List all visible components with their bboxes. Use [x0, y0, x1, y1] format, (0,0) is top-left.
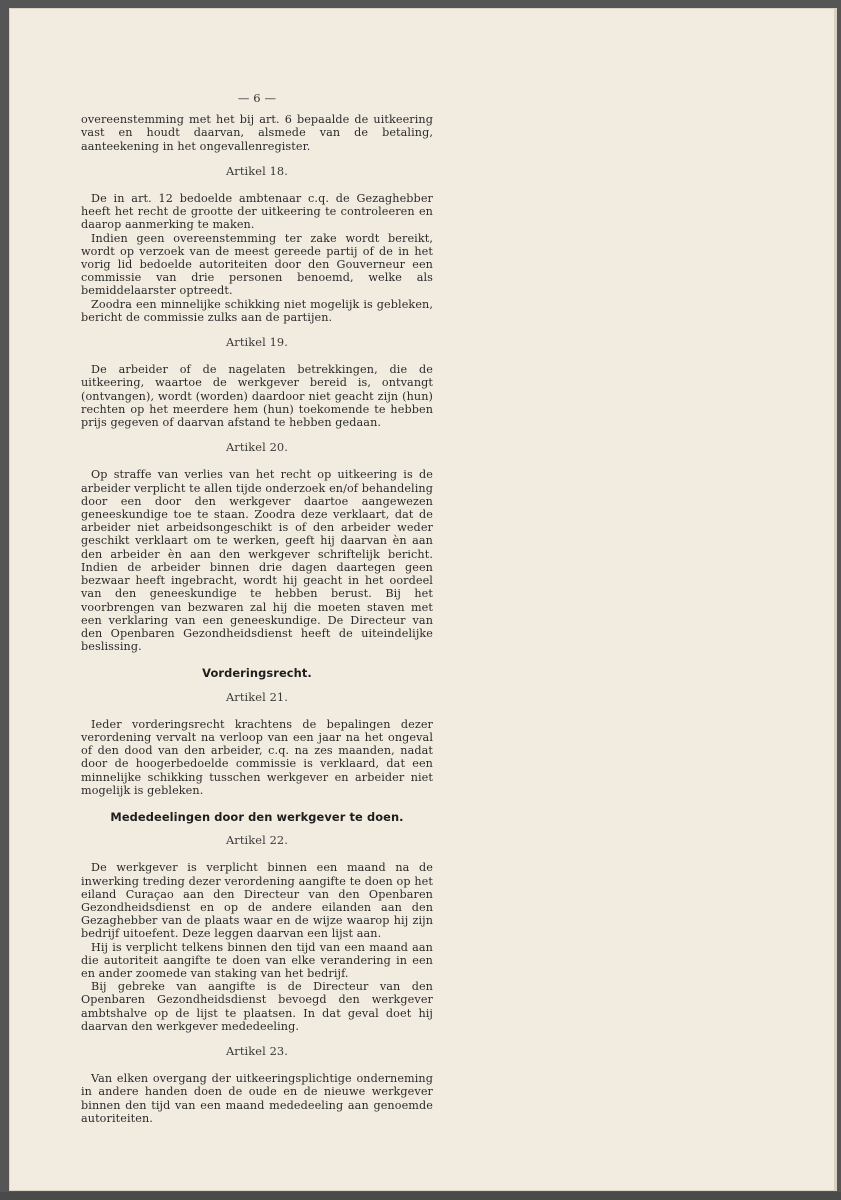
article-22-title: Artikel 22. — [225, 833, 288, 848]
section-heading-vorderingsrecht: Vorderingsrecht. — [202, 666, 312, 681]
article-18-title: Artikel 18. — [225, 163, 288, 178]
article-20-paragraph-1: Op straffe van verlies van het recht op uitkeering is de arbeider verplicht te allen tijde onderzoek en/of behandeling door een door den werkgever daartoe aangewezen geneeskundige toe te staan. Zoodra deze verklaart, dat de arbeider niet arbeidsongeschikt is of den arbeider weder geschikt verklaart om te werken, geeft hij daarvan èn aan den arbeider èn aan den werkgever schriftelijk bericht. Indien de arbeider binnen drie dagen daartegen geen bezwaar heeft ingebracht, wordt hij geacht in het oordeel van den geneeskundige te hebben berust. Bij het voorbrengen van bezwaren zal hij die moeten staven met een verklaring van een geneeskundige. De Directeur van den Openbaren Gezondheidsdienst heeft de uiteindelijke beslissing. — [81, 468, 433, 654]
article-21-title: Artikel 21. — [225, 689, 288, 704]
article-21-paragraph-1: Ieder vorderingsrecht krachtens de bepalingen dezer verordening vervalt na verloop van een jaar na het ongeval of den dood van den arbeider, c.q. na zes maanden, nadat door de hoogerbedoelde commissie is verklaard, dat een minnelijke schikking tusschen werkgever en arbeider niet mogelijk is gebleken. — [81, 717, 433, 797]
page-number: — 6 — — [237, 91, 277, 105]
article-20-title: Artikel 20. — [225, 440, 288, 455]
article-22-paragraph-3: Bij gebreke van aangifte is de Directeur van den Openbaren Gezondheidsdienst bevoegd den werkgever ambtshalve op de lijst te plaatsen. In dat geval doet hij daarvan den werkgever mededeeling. — [81, 980, 433, 1033]
article-22-paragraph-2: Hij is verplicht telkens binnen den tijd van een maand aan die autoriteit aangifte te doen van elke verandering in een en ander zoomede van staking van het bedrijf. — [81, 940, 433, 980]
document-page — [9, 8, 837, 1191]
section-heading-mededeelingen: Mededeelingen door den werkgever te doen. — [110, 809, 404, 824]
scan-bottom-edge — [0, 1192, 841, 1200]
article-18-paragraph-3: Zoodra een minnelijke schikking niet mogelijk is gebleken, bericht de commissie zulks aan de partijen. — [81, 297, 433, 324]
text-column — [81, 92, 433, 1125]
article-23-title: Artikel 23. — [225, 1043, 288, 1058]
article-19-paragraph-1: De arbeider of de nagelaten betrekkingen, die de uitkeering, waartoe de werkgever bereid is, ontvangt (ontvangen), wordt (worden) daardoor niet geacht zijn (hun) rechten op het meerdere hem (hun) toekomende te hebben prijs gegeven of daarvan afstand te hebben gedaan. — [81, 363, 433, 430]
article-19-title: Artikel 19. — [225, 335, 288, 350]
page-edge — [834, 8, 837, 1191]
article-22-paragraph-1: De werkgever is verplicht binnen een maand na de inwerking treding dezer verordening aangifte te doen op het eiland Curaçao aan den Directeur van den Openbaren Gezondheidsdienst en op de andere eilanden aan den Gezaghebber van de plaats waar en de wijze waarop hij zijn bedrijf uitoefent. Deze leggen daarvan een lijst aan. — [81, 861, 433, 941]
article-18-paragraph-1: De in art. 12 bedoelde ambtenaar c.q. de Gezaghebber heeft het recht de grootte der uitkeering te controleeren en daarop aanmerking te maken. — [81, 192, 433, 232]
intro-paragraph: overeenstemming met het bij art. 6 bepaalde de uitkeering vast en houdt daarvan, alsmede van de betaling, aanteekening in het ongevallenregister. — [81, 113, 433, 153]
article-18-paragraph-2: Indien geen overeenstemming ter zake wordt bereikt, wordt op verzoek van de meest gereede partij of de in het vorig lid bedoelde autoriteiten door den Gouverneur een commissie van drie personen benoemd, welke als bemiddelaarster optreedt. — [81, 231, 433, 298]
article-23-paragraph-1: Van elken overgang der uitkeeringsplichtige onderneming in andere handen doen de oude en de nieuwe werkgever binnen den tijd van een maand mededeeling aan genoemde autoriteiten. — [81, 1072, 433, 1125]
